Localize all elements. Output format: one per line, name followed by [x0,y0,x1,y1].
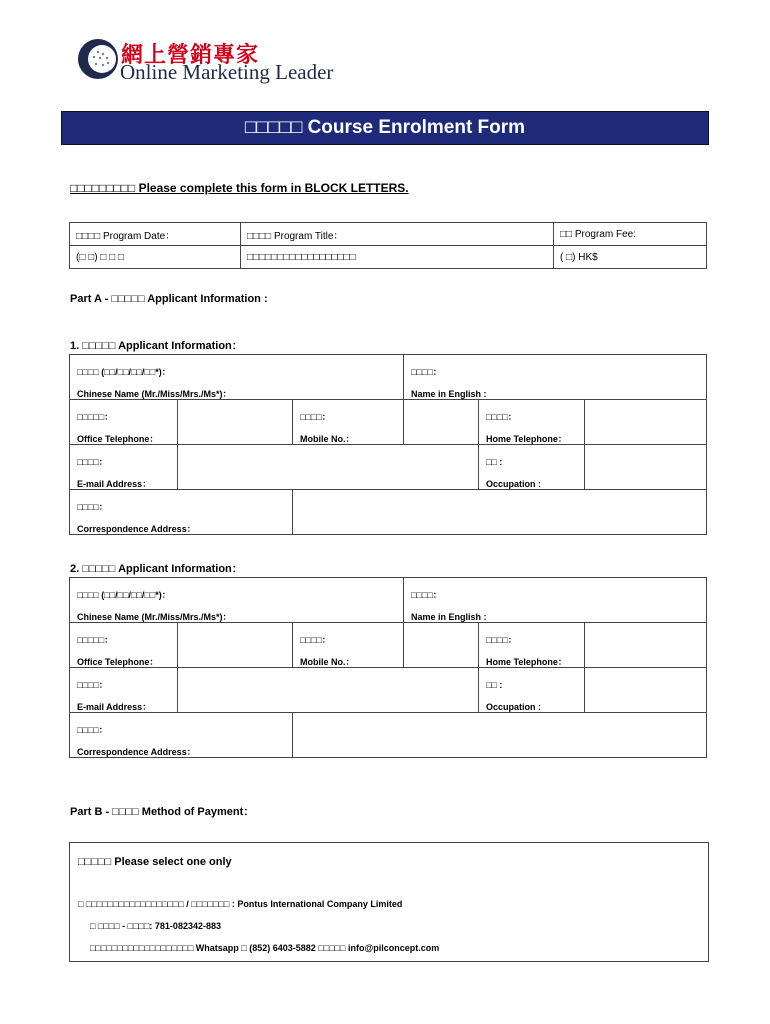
program-title-value[interactable]: □□□□□□□□□□□□□□□□□□ [241,246,554,269]
address-input[interactable] [293,713,707,758]
mobile-label: □□□□： Mobile No.： [300,412,355,444]
program-fee-header: □□ Program Fee: [554,223,707,246]
payment-option-bank-transfer[interactable]: □ □□□□ - □□□□: 781-082342-883 [90,921,221,931]
mobile-label: □□□□： Mobile No.： [300,635,355,667]
program-date-value[interactable]: (□ □) □ □ □ [70,246,241,269]
instruction-text: □□□□□□□□□ Please complete this form in BLOCK LETTERS. [70,181,409,195]
mobile-input[interactable] [404,623,479,668]
part-a-heading: Part A - □□□□□ Applicant Information : [70,293,268,305]
payment-option-cheque[interactable]: □ □□□□□□□□□□□□□□□□□□ / □□□□□□□ : Pontus International Company Limited [78,899,403,909]
mobile-input[interactable] [404,400,479,445]
form-title: □□□□□ Course Enrolment Form [244,117,526,138]
office-telephone-input[interactable] [178,400,293,445]
applicant-1-table [69,354,707,535]
office-telephone-input[interactable] [178,623,293,668]
email-label: □□□□： E-mail Address： [77,457,152,489]
email-input[interactable] [178,445,479,490]
address-label: □□□□： Correspondence Address： [77,502,196,534]
applicant-1-heading: 1. □□□□□ Applicant Information： [70,340,243,352]
program-fee-value[interactable]: ( □) HK$ [554,246,707,269]
email-label: □□□□： E-mail Address： [77,680,152,712]
english-name-field[interactable]: □□□□： Name in English : [411,590,487,622]
email-input[interactable] [178,668,479,713]
logo-emblem-icon [76,38,120,80]
home-telephone-label: □□□□： Home Telephone： [486,635,567,667]
applicant-2-heading: 2. □□□□□ Applicant Information： [70,563,243,575]
logo-chinese-text: 網上營銷專家 [121,42,260,67]
address-label: □□□□： Correspondence Address： [77,725,196,757]
form-title-bar [61,111,709,145]
payment-heading: □□□□□ Please select one only [78,856,232,868]
home-telephone-input[interactable] [585,623,707,668]
address-input[interactable] [293,490,707,535]
payment-contact-text: □□□□□□□□□□□□□□□□□□□ Whatsapp □ (852) 6403-5882 □□□□□ info@pilconcept.com [90,943,440,953]
occupation-input[interactable] [585,445,707,490]
office-telephone-label: □□□□□： Office Telephone： [77,412,159,444]
occupation-input[interactable] [585,668,707,713]
program-date-header: □□□□ Program Date： [70,223,241,246]
chinese-name-field[interactable]: □□□□ (□□/□□/□□/□□*)： Chinese Name (Mr./Miss/Mrs./Ms*)： [77,590,232,622]
home-telephone-label: □□□□： Home Telephone： [486,412,567,444]
program-title-header: □□□□ Program Title： [241,223,554,246]
chinese-name-field[interactable]: □□□□ (□□/□□/□□/□□*)： Chinese Name (Mr./Miss/Mrs./Ms*)： [77,367,232,399]
occupation-label: □□ : Occupation : [486,457,542,489]
logo-english-text: Online Marketing Leader [120,60,334,84]
part-b-heading: Part B - □□□□ Method of Payment： [70,806,255,818]
occupation-label: □□ : Occupation : [486,680,542,712]
office-telephone-label: □□□□□： Office Telephone： [77,635,159,667]
english-name-field[interactable]: □□□□： Name in English : [411,367,487,399]
applicant-2-table [69,577,707,758]
program-table [69,222,707,269]
home-telephone-input[interactable] [585,400,707,445]
